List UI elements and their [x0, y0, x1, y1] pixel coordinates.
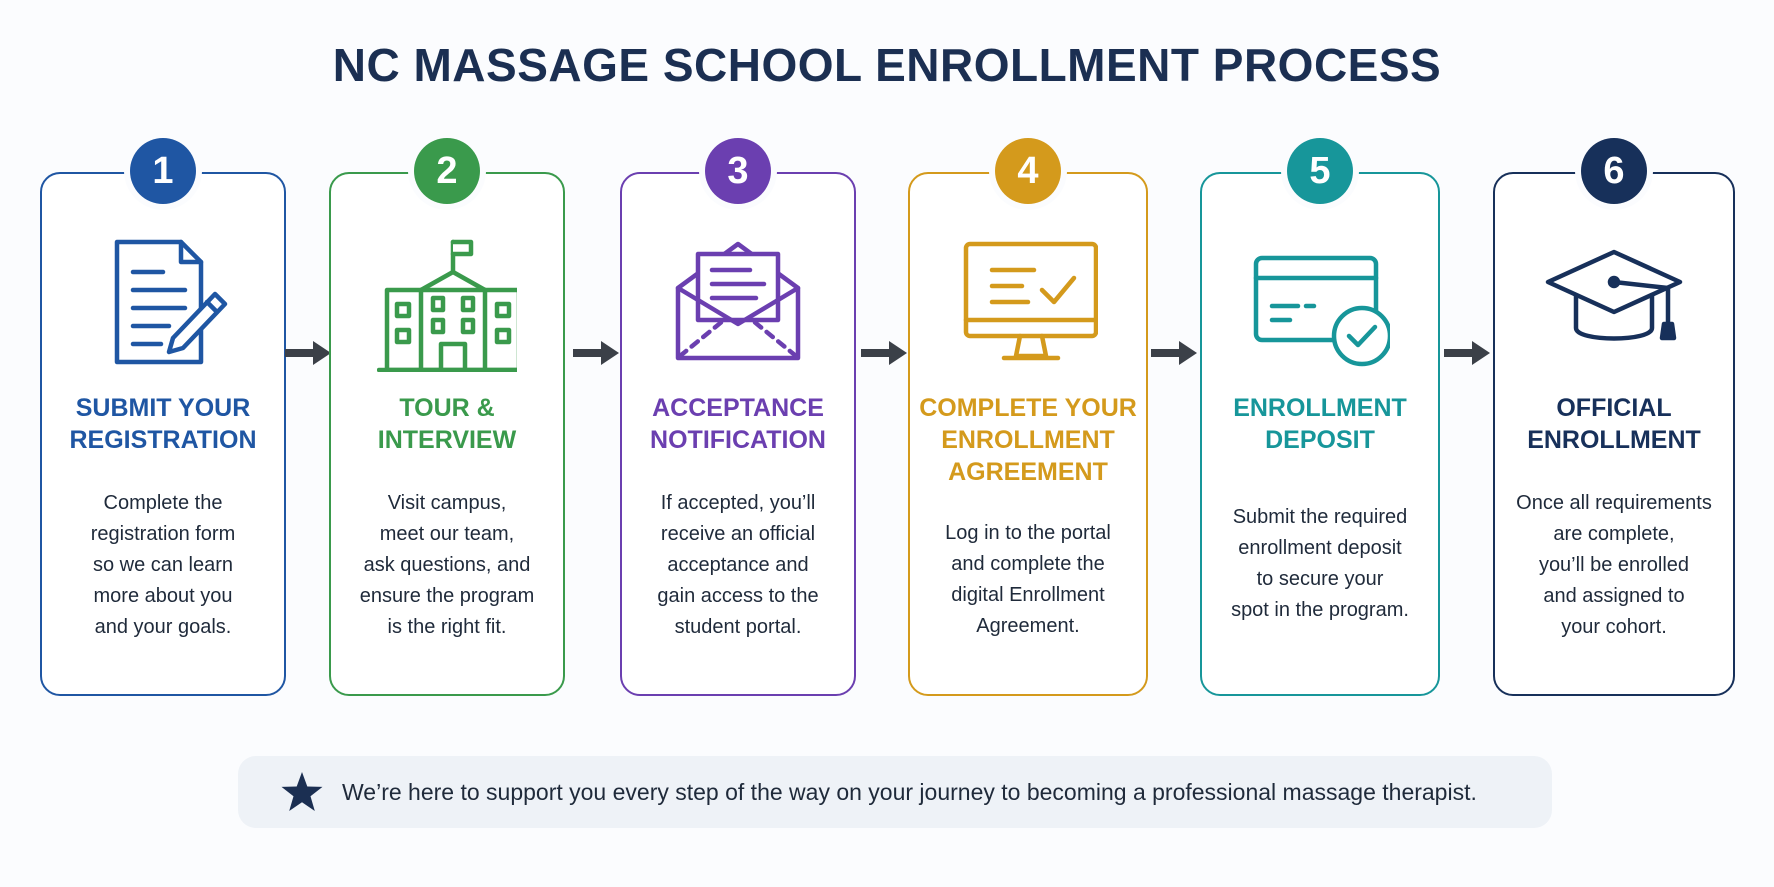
arrow-right-icon	[1149, 338, 1199, 368]
support-banner	[238, 756, 1552, 828]
step-4-description: Log in to the portal and complete the digital Enrollment Agreement.	[945, 522, 1111, 637]
step-6-title: OFFICIAL ENROLLMENT	[1527, 394, 1701, 454]
step-2-badge: 2	[414, 138, 480, 204]
step-5-badge: 5	[1287, 138, 1353, 204]
step-3-description: If accepted, you’ll receive an official acceptance and gain access to the student portal.	[657, 492, 819, 638]
step-4-badge: 4	[995, 138, 1061, 204]
step-6-badge: 6	[1581, 138, 1647, 204]
arrow-right-icon	[283, 338, 333, 368]
card-check-icon	[1250, 232, 1390, 372]
star-icon	[280, 770, 324, 814]
step-5-description: Submit the required enrollment deposit to secure your spot in the program.	[1231, 506, 1409, 621]
graduation-cap-icon	[1544, 232, 1684, 372]
school-building-icon	[377, 232, 517, 372]
step-4-title: COMPLETE YOUR ENROLLMENT AGREEMENT	[919, 394, 1137, 486]
arrow-right-icon	[1442, 338, 1492, 368]
arrow-right-icon	[571, 338, 621, 368]
step-6-description: Once all requirements are complete, you’ll be enrolled and assigned to your cohort.	[1516, 492, 1712, 638]
envelope-letter-icon	[668, 232, 808, 372]
banner-text: We’re here to support you every step of the way on your journey to becoming a professional massage therapist.	[342, 778, 1477, 805]
step-1-badge: 1	[130, 138, 196, 204]
step-1-description: Complete the registration form so we can learn more about you and your goals.	[90, 492, 236, 638]
monitor-check-icon	[958, 232, 1098, 372]
step-5-title: ENROLLMENT DEPOSIT	[1233, 394, 1407, 454]
step-1-title: SUBMIT YOUR REGISTRATION	[69, 394, 257, 454]
document-pencil-icon	[97, 232, 237, 372]
step-2-description: Visit campus, meet our team, ask questions, and ensure the program is the right fit.	[359, 492, 535, 638]
arrow-right-icon	[859, 338, 909, 368]
step-2-title: TOUR & INTERVIEW	[377, 394, 517, 454]
page-title: NC MASSAGE SCHOOL ENROLLMENT PROCESS	[332, 39, 1442, 91]
step-3-title: ACCEPTANCE NOTIFICATION	[650, 394, 826, 454]
step-3-badge: 3	[705, 138, 771, 204]
